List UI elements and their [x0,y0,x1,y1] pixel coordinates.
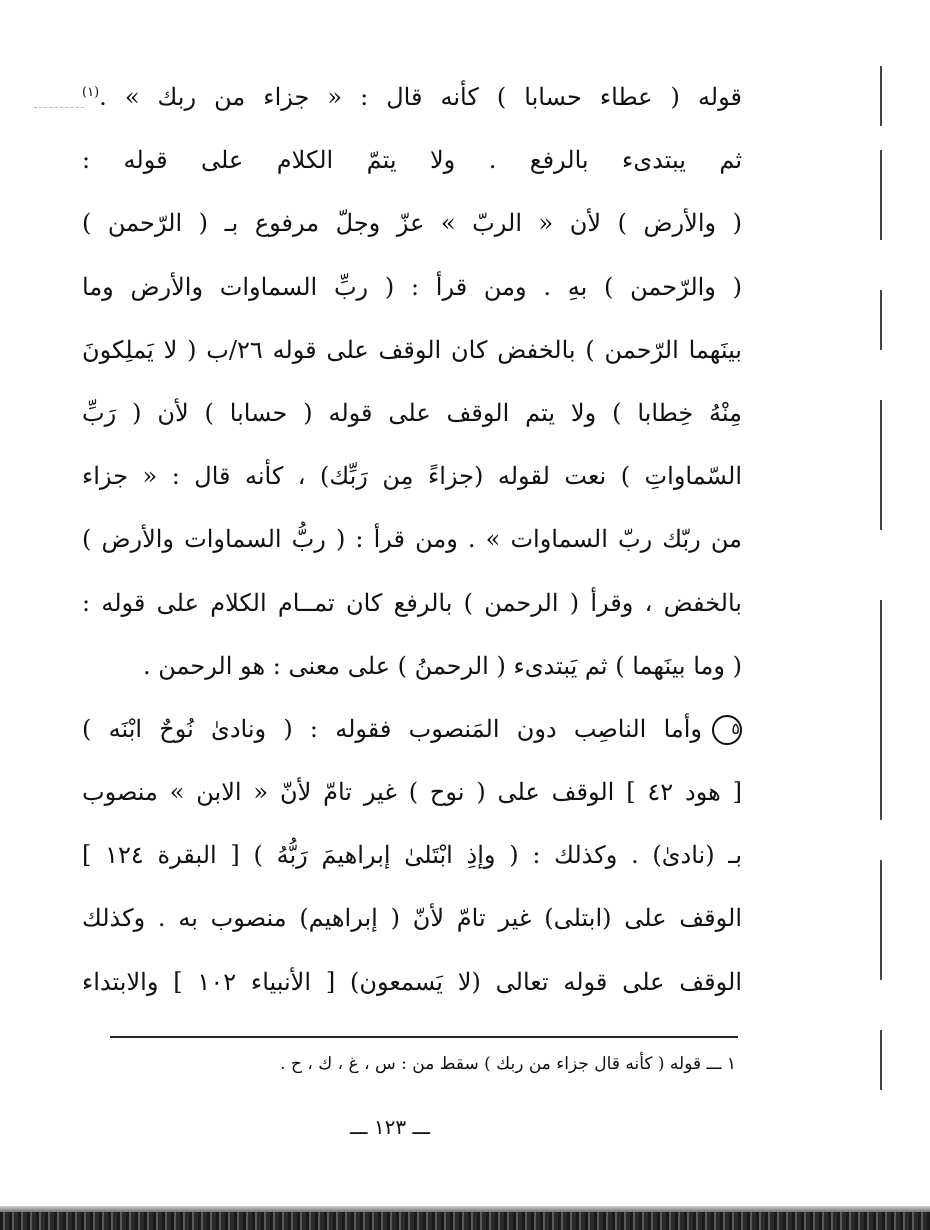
text-line: ثم يبتدىء بالرفع . ولا يتمّ الكلام على قوله : [82,146,742,175]
text-line: مِنْهُ خِطابا ) ولا يتم الوقف على قوله ( حسابا ) لأن ( رَبِّ [82,398,742,427]
scan-edge-line [880,860,882,980]
scan-mark [34,107,84,108]
footnote-divider [110,1036,738,1038]
page-number: ـــ ١٢٣ ـــ [349,1115,431,1139]
text-line: بـ (نادىٰ) . وكذلك : ( وإذِ ابْتَلىٰ إبراهيمَ رَبُّهُ ) [ البقرة ١٢٤ ] [82,841,742,870]
text-line: الوقف على قوله تعالى (لا يَسمعون) [ الأنبياء ١٠٢ ] والابتداء [82,967,742,996]
section-number-badge: ٥ [712,715,742,745]
text-line: بالخفض ، وقرأ ( الرحمن ) بالرفع كان تمــام الكلام على قوله : [82,588,742,617]
text-line: ٥وأما الناصِب دون المَنصوب فقوله : ( ونادىٰ نُوحٌ ابْنَه ) [82,698,742,761]
scan-edge-line [880,66,882,126]
scan-border [0,1212,930,1230]
text-line: من ربّك ربّ السماوات » . ومن قرأ : ( ربُّ السماوات والأرض ) [82,525,742,554]
body-text [82,66,742,1014]
text-line: ( وما بينَهما ) ثم يَبتدىء ( الرحمنُ ) على معنى : هو الرحمن . [142,651,742,680]
footnote: ١ ـــ قوله ( كأنه قال جزاء من ربك ) سقط من : س ، غ ، ك ، ح . [280,1054,736,1074]
scan-edge-line [880,290,882,350]
scan-edge-line [880,1030,882,1090]
text-line: ( والأرض ) لأن « الربّ » عزّ وجلّ مرفوع بـ ( الرّحمن ) [82,209,742,238]
text-line: الوقف على (ابتلى) غير تامّ لأنّ ( إبراهيم) منصوب به . وكذلك [82,904,742,933]
scan-edge-line [880,400,882,530]
text-line: قوله ( عطاء حسابا ) كأنه قال : « جزاء من ربك » .$^{(١)}$ [82,83,742,111]
text-line: [ هود ٤٢ ] الوقف على ( نوح ) غير تامّ لأنّ « الابن » منصوب [82,778,742,807]
text-line: السّماواتِ ) نعت لقوله (جزاءً مِن رَبِّك) ، كأنه قال : « جزاء [82,462,742,491]
footnote-marker: (١) [82,85,100,100]
scan-edge-line [880,600,882,820]
scan-edge-line [880,150,882,240]
text-line: بينَهما الرّحمن ) بالخفض كان الوقف على قوله ٢٦/ب ( لا يَملِكونَ [82,335,742,364]
text-line: ( والرّحمن ) بهِ . ومن قرأ : ( ربِّ السماوات والأرض وما [82,272,742,301]
